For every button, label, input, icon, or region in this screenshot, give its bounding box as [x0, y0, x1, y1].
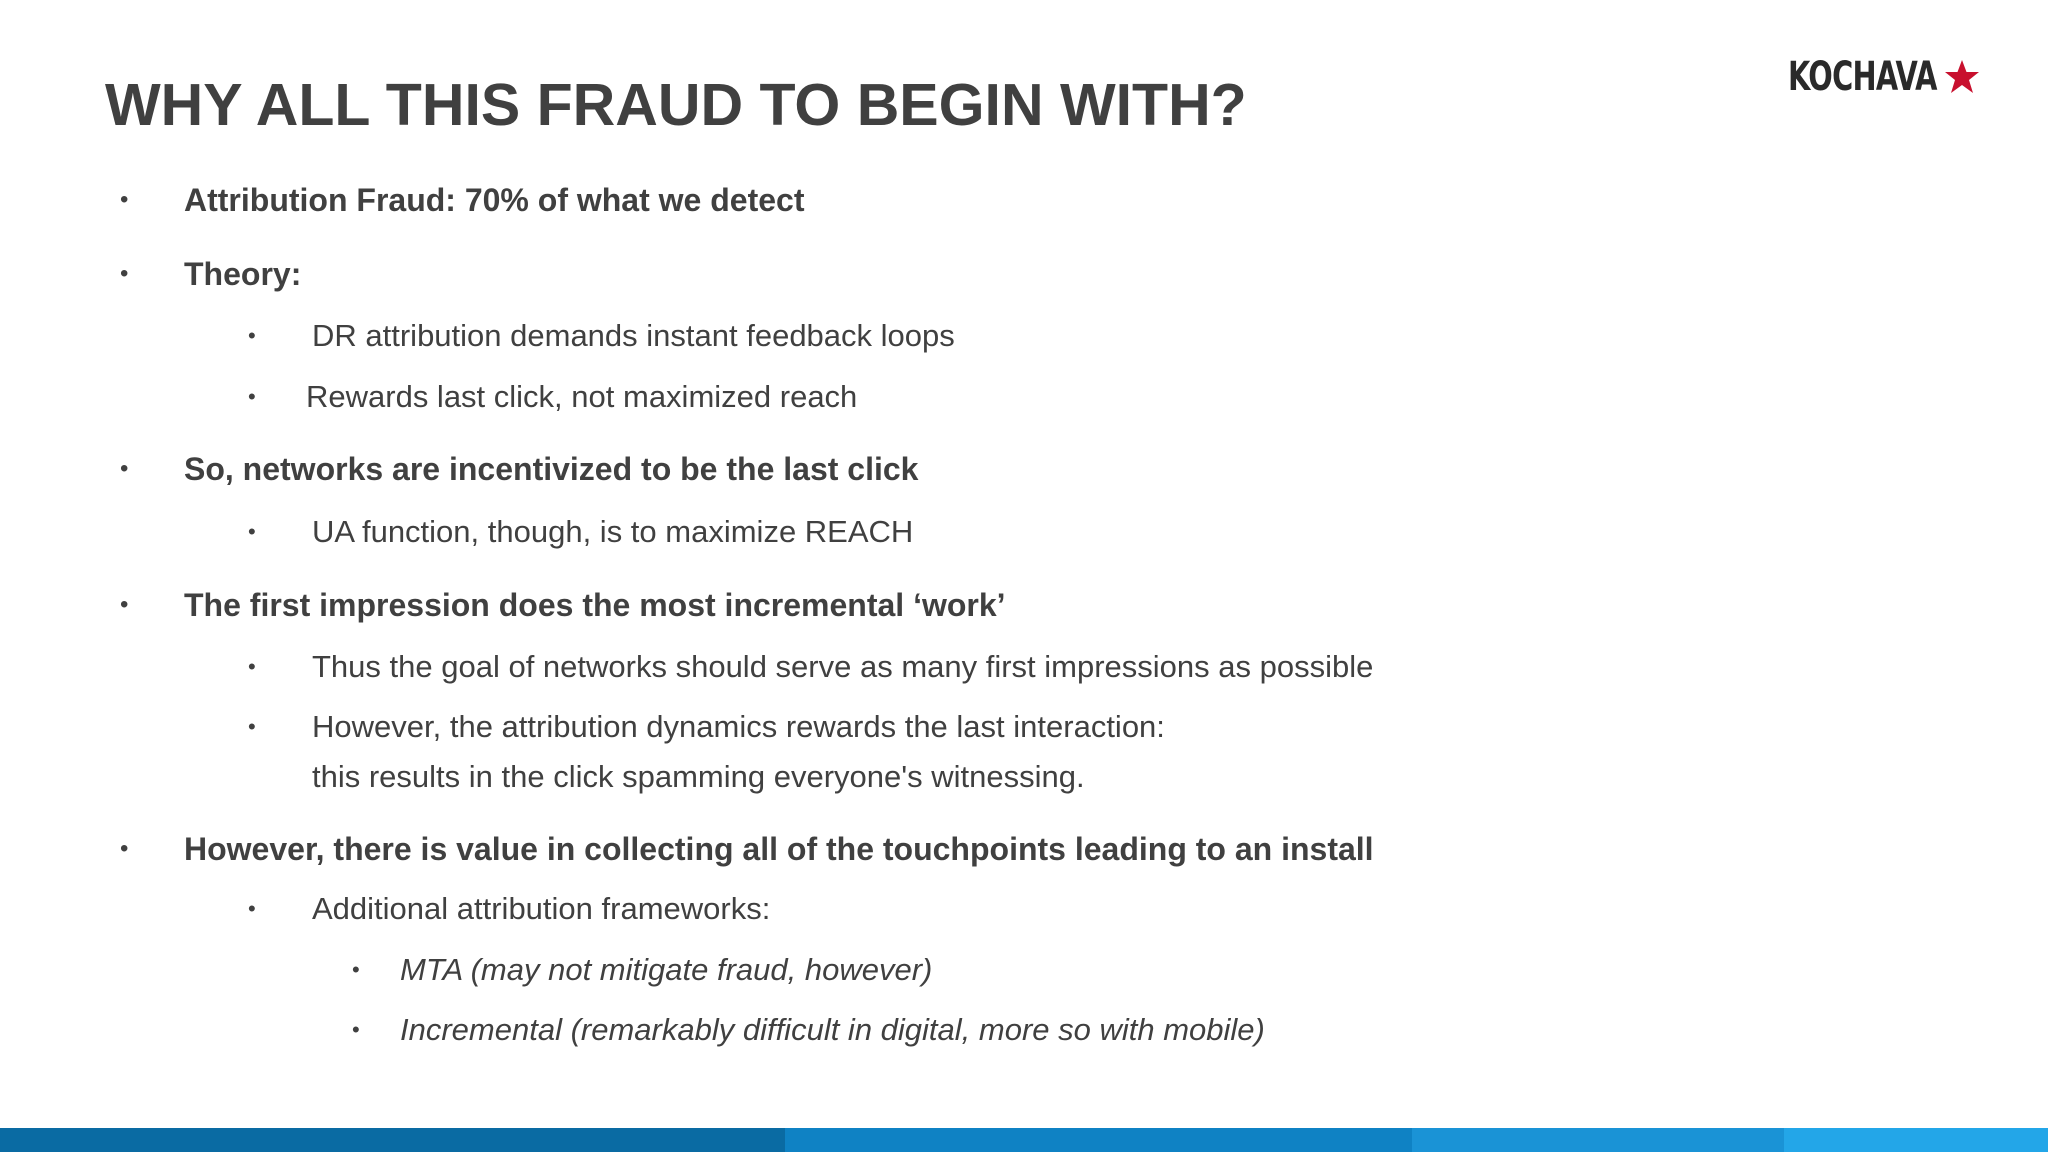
bullet-text: The first impression does the most incremental ‘work’	[184, 587, 1006, 623]
bullet-dot: •	[120, 455, 129, 482]
bullet-dot: •	[248, 714, 256, 739]
bullet-dot: •	[352, 1017, 360, 1042]
bullet-text: DR attribution demands instant feedback loops	[312, 318, 955, 353]
slide-title: WHY ALL THIS FRAUD TO BEGIN WITH?	[105, 72, 1247, 138]
star-icon	[1943, 58, 1981, 96]
bullet-text: Thus the goal of networks should serve as many first impressions as possible	[312, 649, 1374, 684]
bullet-text: Rewards last click, not maximized reach	[306, 379, 858, 414]
footer-segment	[1412, 1128, 1784, 1152]
footer-segment	[785, 1128, 1412, 1152]
bullet-text: However, there is value in collecting all of the touchpoints leading to an install	[184, 831, 1374, 867]
bullet-text: this results in the click spamming everyone's witnessing.	[312, 759, 1085, 794]
bullet-text: UA function, though, is to maximize REACH	[312, 514, 914, 549]
footer-color-bar	[0, 1128, 2048, 1152]
bullet-dot: •	[248, 654, 256, 679]
bullet-dot: •	[120, 835, 129, 862]
bullet-dot: •	[248, 384, 256, 409]
bullet-dot: •	[120, 260, 129, 287]
footer-segment	[1784, 1128, 2048, 1152]
kochava-logo	[1788, 54, 1994, 100]
bullet-text: Attribution Fraud: 70% of what we detect	[184, 182, 805, 218]
bullet-text: MTA (may not mitigate fraud, however)	[400, 952, 933, 987]
bullet-text: Theory:	[184, 256, 302, 292]
bullet-text: Additional attribution frameworks:	[312, 891, 771, 926]
bullet-dot: •	[248, 323, 256, 348]
bullet-dot: •	[248, 519, 256, 544]
bullet-dot: •	[352, 957, 360, 982]
footer-segment	[0, 1128, 785, 1152]
logo-text: KOCHAVA	[1788, 54, 1937, 100]
bullet-dot: •	[120, 186, 129, 213]
bullet-text: Incremental (remarkably difficult in digital, more so with mobile)	[400, 1012, 1265, 1047]
bullet-text: However, the attribution dynamics rewards the last interaction:	[312, 709, 1165, 744]
bullet-text: So, networks are incentivized to be the last click	[184, 451, 919, 487]
bullet-dot: •	[248, 896, 256, 921]
bullet-dot: •	[120, 591, 129, 618]
